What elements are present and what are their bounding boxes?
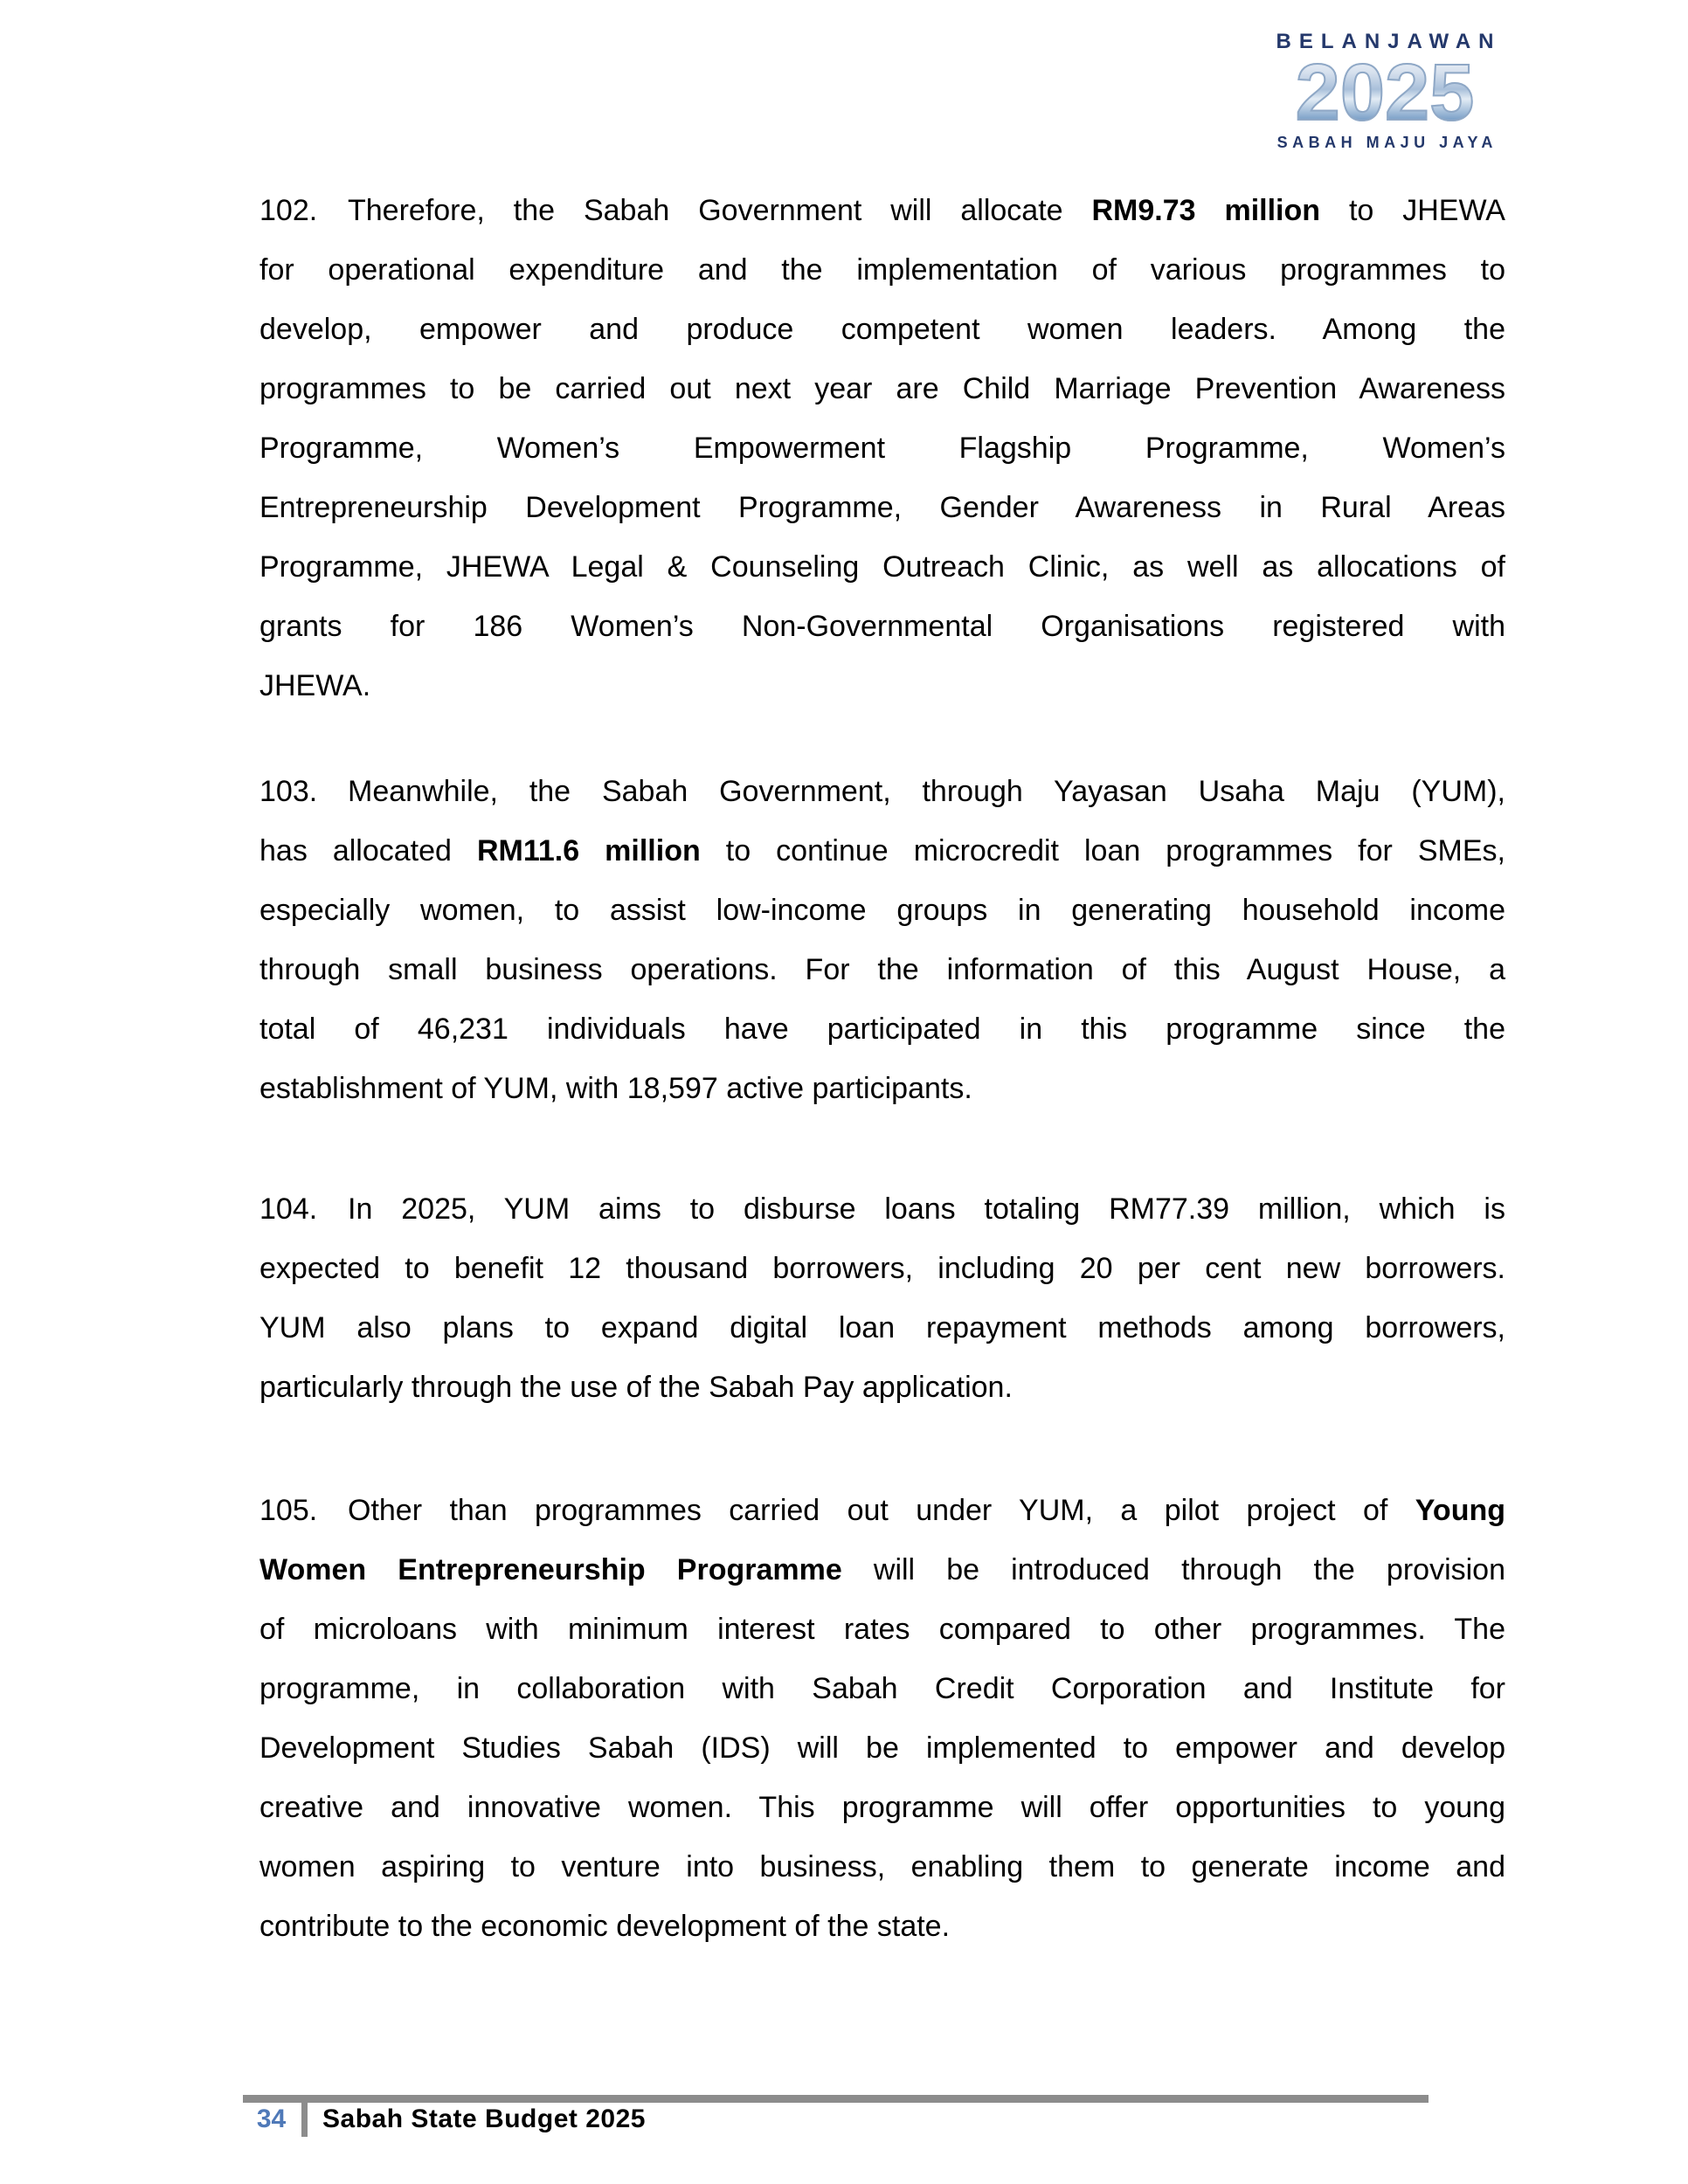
line-text: In 2025, YUM aims to disburse loans totaling RM77.39 million, which is (348, 1192, 1505, 1226)
line-text: particularly through the use of the Sabah Pay application. (259, 1371, 1013, 1404)
text-line (259, 881, 1505, 940)
document-body (259, 181, 1505, 1956)
line-text: especially women, to assist low-income groups in generating household income (259, 894, 1505, 927)
paragraph-102 (259, 181, 1505, 715)
text-line (259, 1179, 1505, 1239)
text-line (259, 1897, 1505, 1956)
text-line (259, 478, 1505, 537)
logo-subtitle: SABAH MAJU JAYA (1276, 133, 1498, 151)
line-text: Entrepreneurship Development Programme, Gender Awareness in Rural Areas (259, 491, 1505, 524)
text-line (259, 762, 1505, 821)
bold-text: Women Entrepreneurship Programme (259, 1553, 842, 1586)
text-line (259, 1059, 1505, 1118)
text-line (259, 1298, 1505, 1358)
line-text: expected to benefit 12 thousand borrowers, including 20 per cent new borrowers. (259, 1252, 1505, 1285)
text-line (259, 1481, 1505, 1540)
text-line (259, 1778, 1505, 1837)
paragraph-number: 105. (259, 1494, 318, 1527)
bold-text: Young (1415, 1494, 1505, 1527)
text-line (259, 597, 1505, 656)
text-line (259, 1837, 1505, 1897)
bold-text: RM9.73 million (1091, 194, 1321, 227)
footer-title: Sabah State Budget 2025 (322, 2105, 646, 2133)
text-line (259, 999, 1505, 1059)
footer-separator (301, 2095, 308, 2137)
logo-year: 2025 (1256, 56, 1514, 130)
line-text: Programme, Women’s Empowerment Flagship Programme, Women’s (259, 432, 1505, 465)
line-text: for operational expenditure and the implementation of various programmes to (259, 253, 1505, 287)
line-text: Programme, JHEWA Legal & Counseling Outreach Clinic, as well as allocations of (259, 550, 1505, 584)
line-text: develop, empower and produce competent women leaders. Among the (259, 313, 1505, 346)
line-text: has allocated (259, 834, 477, 867)
line-text: Other than programmes carried out under YUM, a pilot project of (348, 1494, 1415, 1527)
line-text: programme, in collaboration with Sabah Credit Corporation and Institute for (259, 1672, 1505, 1705)
text-line (259, 181, 1505, 240)
line-text: YUM also plans to expand digital loan repayment methods among borrowers, (259, 1311, 1505, 1344)
text-line (259, 821, 1505, 881)
line-text: programmes to be carried out next year are Child Marriage Prevention Awareness (259, 372, 1505, 405)
text-line (259, 1600, 1505, 1659)
line-text: to continue microcredit loan programmes for SMEs, (700, 834, 1505, 867)
text-line (259, 1540, 1505, 1600)
line-text: grants for 186 Women’s Non-Governmental Organisations registered with (259, 610, 1505, 643)
text-line (259, 656, 1505, 715)
line-text: total of 46,231 individuals have participated in this programme since the (259, 1013, 1505, 1046)
line-text: women aspiring to venture into business, enabling them to generate income and (259, 1850, 1505, 1883)
bold-text: RM11.6 million (476, 834, 701, 867)
text-line (259, 1659, 1505, 1718)
paragraph-number: 104. (259, 1192, 318, 1226)
line-text: establishment of YUM, with 18,597 active participants. (259, 1072, 972, 1105)
line-text: Development Studies Sabah (IDS) will be implemented to empower and develop (259, 1731, 1505, 1765)
text-line (259, 418, 1505, 478)
line-text: to JHEWA (1320, 194, 1505, 227)
line-text: will be introduced through the provision (841, 1553, 1505, 1586)
line-text: contribute to the economic development of the state. (259, 1910, 951, 1943)
text-line (259, 1239, 1505, 1298)
paragraph-103 (259, 762, 1505, 1118)
paragraph-number: 103. (259, 775, 318, 808)
text-line (259, 1358, 1505, 1417)
paragraph-105 (259, 1481, 1505, 1956)
text-line (259, 537, 1505, 597)
line-text: creative and innovative women. This programme will offer opportunities to young (259, 1791, 1505, 1824)
line-text: through small business operations. For the information of this August House, a (259, 953, 1505, 986)
belanjawan-2025-logo (1256, 30, 1514, 152)
text-line (259, 300, 1505, 359)
line-text: JHEWA. (259, 669, 371, 702)
page-number: 34 (256, 2105, 287, 2133)
line-text: Therefore, the Sabah Government will allocate (348, 194, 1092, 227)
paragraph-number: 102. (259, 194, 318, 227)
paragraph-104 (259, 1179, 1505, 1417)
text-line (259, 1718, 1505, 1778)
logo-title: BELANJAWAN (1276, 30, 1502, 53)
text-line (259, 359, 1505, 418)
text-line (259, 240, 1505, 300)
text-line (259, 940, 1505, 999)
line-text: Meanwhile, the Sabah Government, through Yayasan Usaha Maju (YUM), (348, 775, 1505, 808)
line-text: of microloans with minimum interest rates compared to other programmes. The (259, 1613, 1505, 1646)
